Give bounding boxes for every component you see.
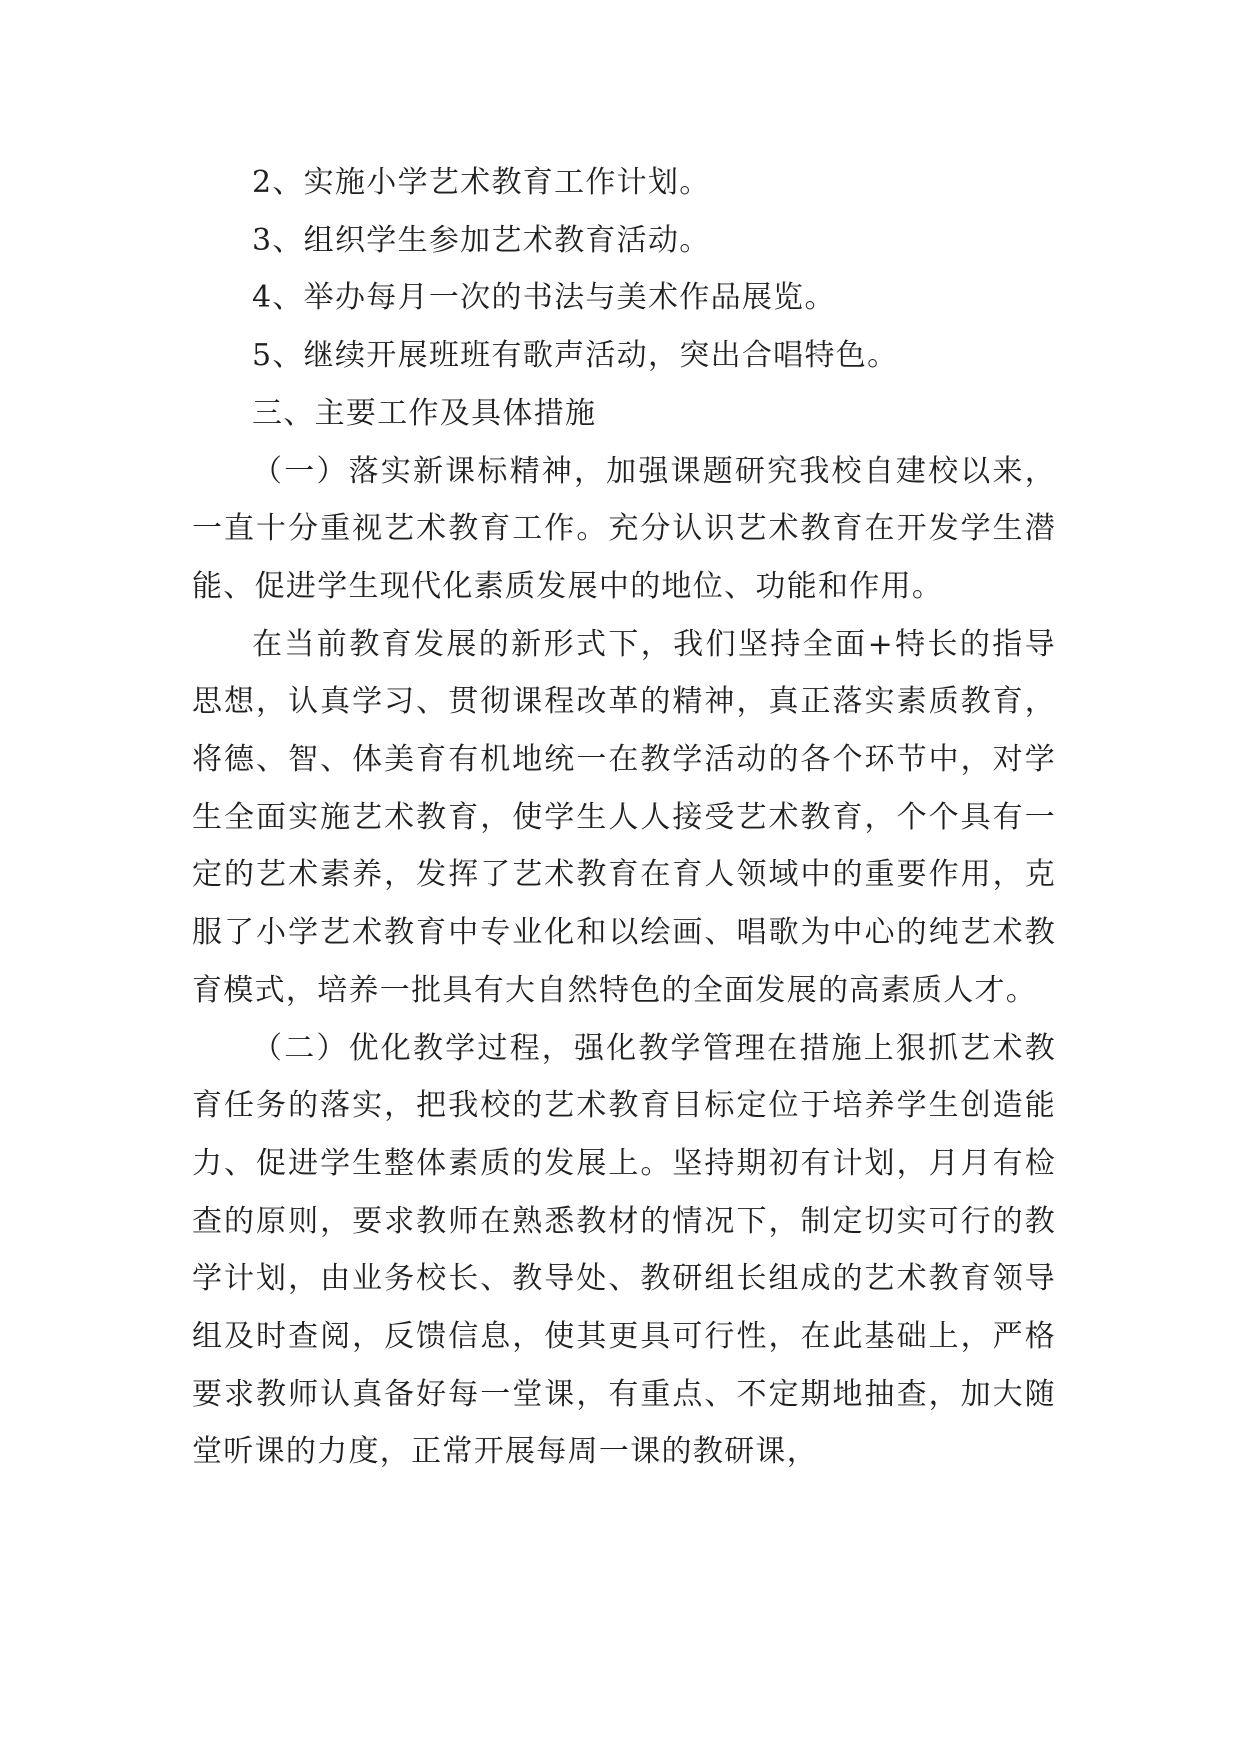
document-body — [192, 154, 1056, 1481]
list-item-activities: 3、组织学生参加艺术教育活动。 — [252, 222, 711, 258]
paragraph-teaching-management: （二）优化教学过程，强化教学管理在措施上狠抓艺术教育任务的落实，把我校的艺术教育目标定位于培养学生创造能力、促进学生整体素质的发展上。坚持期初有计划，月月有检查的原则，要求教师在熟悉教材的情况下，制定切实可行的教学计划，由业务校长、教导处、教研组长组成的艺术教育领导组及时查阅，反馈信息，使其更具可行性，在此基础上，严格要求教师认真备好每一堂课，有重点、不定期地抽查，加大随堂听课的力度，正常开展每周一课的教研课， — [192, 1030, 1056, 1470]
paragraph-education-development: 在当前教育发展的新形式下，我们坚持全面+特长的指导思想，认真学习、贯彻课程改革的精神，真正落实素质教育，将德、智、体美育有机地统一在教学活动的各个环节中，对学生全面实施艺术教育，使学生人人接受艺术教育，个个具有一定的艺术素养，发挥了艺术教育在育人领域中的重要作用，克服了小学艺术教育中专业化和以绘画、唱歌为中心的纯艺术教育模式，培养一批具有大自然特色的全面发展的高素质人才。 — [192, 626, 1056, 1008]
section-heading: 三、主要工作及具体措施 — [252, 395, 597, 431]
list-item-singing: 5、继续开展班班有歌声活动，突出合唱特色。 — [252, 338, 899, 374]
paragraph-new-curriculum: （一）落实新课标精神，加强课题研究我校自建校以来，一直十分重视艺术教育工作。充分认识艺术教育在开发学生潜能、促进学生现代化素质发展中的地位、功能和作用。 — [192, 453, 1056, 604]
list-item-plan: 2、实施小学艺术教育工作计划。 — [252, 165, 711, 200]
list-item-exhibition: 4、举办每月一次的书法与美术作品展览。 — [252, 280, 836, 316]
